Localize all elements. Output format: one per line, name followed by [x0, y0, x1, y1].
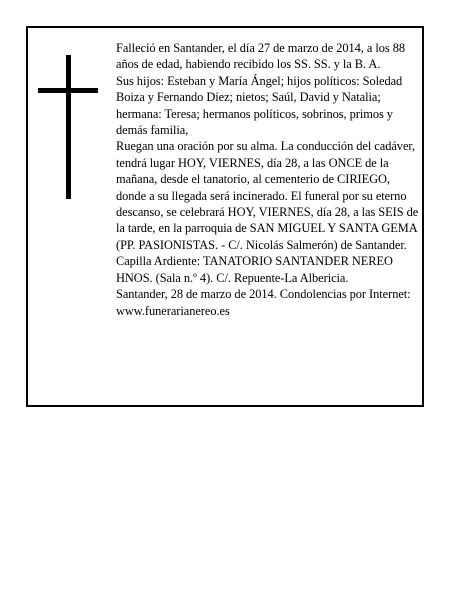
- date-and-condolences: Santander, 28 de marzo de 2014. Condolencias por Internet: www.funerarianereo.es: [116, 287, 411, 318]
- notice-text: [116, 40, 422, 319]
- funeral-details: Ruegan una oración por su alma. La conducción del cadáver, tendrá lugar HOY, VIERNES, día 28, a las ONCE de la mañana, desde el tanatorio, al cementerio de CIRIEGO, donde a su llegada será incinerado. El funeral por su eterno descanso, se celebrará HOY, VIERNES, día 28, a las SEIS de la tarde, en la parroquia de SAN MIGUEL Y SANTA GEMA (PP. PASIONISTAS. - C/. Nicolás Salmerón) de Santander.: [116, 139, 419, 252]
- cross-vertical-bar: [66, 55, 71, 199]
- obituary-notice: [26, 26, 424, 407]
- latin-cross-icon: [38, 55, 98, 199]
- cross-horizontal-bar: [38, 88, 98, 93]
- chapel-info: Capilla Ardiente: TANATORIO SANTANDER NEREO HNOS. (Sala n.º 4). C/. Repuente-La Albericia.: [116, 254, 393, 285]
- family-list: Sus hijos: Esteban y María Ángel; hijos políticos: Soledad Boiza y Fernando Díez; nietos; Saúl, David y Natalia; hermana: Teresa; hermanos políticos, sobrinos, primos y demás familia,: [116, 73, 403, 138]
- death-announcement: Falleció en Santander, el día 27 de marzo de 2014, a los 88 años de edad, habiendo recibido los SS. SS. y la B. A.: [116, 41, 406, 72]
